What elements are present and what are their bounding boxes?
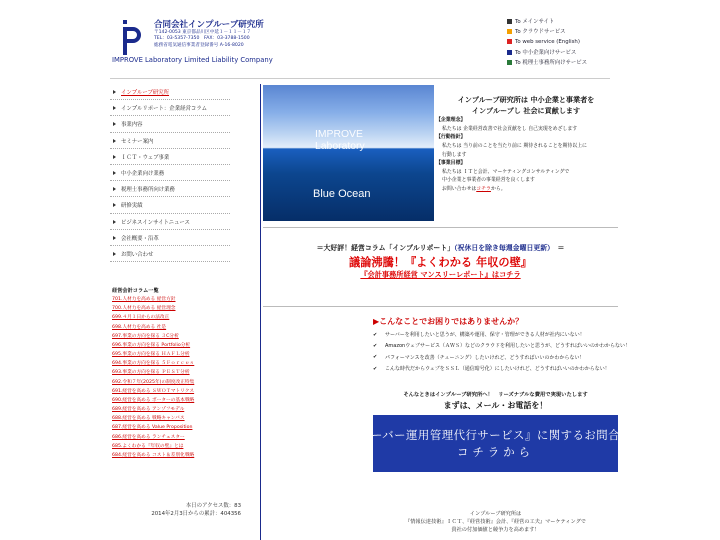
contact-cta-text: まずは、メール・お電話を！ — [443, 401, 548, 410]
check-icon: ✔ — [373, 331, 378, 338]
trouble-text: サーバーを利用したいと思うが、構築や運用、保守・管理ができる人材が社内にいない！ — [385, 332, 585, 339]
topnav-label: To クラウドサービス — [515, 29, 566, 36]
sidebar-item-business[interactable] — [110, 116, 230, 132]
sidebar-item-ict[interactable] — [110, 149, 230, 165]
column-link[interactable]: 695.事業の方向を探る ＨＡＦＬ分析 — [112, 352, 190, 358]
column-link[interactable]: 689.経営を高める アンゾフモデル — [112, 407, 185, 413]
topnav-label: To 税理士事務所向けサービス — [515, 60, 588, 67]
guideline-text: 行動します — [442, 151, 467, 158]
hero-image — [263, 85, 434, 221]
company-info — [154, 30, 251, 49]
intro-headline-line: インプルーブし 社会に貢献します — [471, 105, 581, 115]
topnav-cloud[interactable] — [507, 26, 617, 36]
sidebar-item-label: 事業内容 — [121, 122, 143, 129]
inquiry-text: お問い合わせは — [442, 185, 477, 192]
sidebar-item-label: インプルリポート：企業経営コラム — [121, 106, 207, 113]
trouble-title: ▶こんなことでお困りではありませんか？ — [373, 317, 524, 326]
red-square-icon — [507, 39, 512, 44]
philosophy-text: 私たちは 企業経営改善で社会貢献をし 自己実現をめざします — [442, 125, 578, 132]
column-link[interactable]: 688.経営を高める 戦略キャンバス — [112, 416, 185, 422]
sidebar-item-label: 税理士事務所向け業務 — [121, 187, 175, 194]
inquiry-line — [432, 185, 620, 194]
topnav-label: To メインサイト — [515, 19, 555, 26]
sidebar-item-training[interactable] — [110, 197, 230, 213]
intro-body — [432, 116, 620, 193]
column-link[interactable]: 685.よくわかる『年収の壁』とは — [112, 443, 184, 449]
topnav-label: To 中小企業向けサービス — [515, 50, 577, 57]
topnav-sme[interactable] — [507, 47, 617, 57]
intro-headline-line: インプルーブ研究所は 中小企業と事業者を — [457, 95, 595, 104]
column-link[interactable]: 697.事業の方向を探る ３C分析 — [112, 333, 179, 339]
column-link[interactable]: 693.事業の方向を探る ＰＥＳＴ分析 — [112, 370, 190, 376]
banner-text: ＝ — [557, 244, 565, 252]
triangle-bullet-icon — [113, 155, 116, 159]
inquiry-link[interactable]: コチラ — [476, 185, 491, 192]
cta-line: 『サーバー運用管理代行サービス』に関するお問合せは — [347, 428, 644, 443]
sidebar-item-label: ＩＣＴ・ウェブ事業 — [121, 154, 170, 161]
triangle-bullet-icon — [113, 220, 116, 224]
green-square-icon — [507, 60, 512, 65]
topnav-english[interactable] — [507, 37, 617, 47]
column-link[interactable]: 698.人材力を高める 社是 — [112, 324, 167, 330]
goal-label: 【事業目標】 — [436, 160, 466, 167]
banner-text: ＝大好評！経営コラム「インプルリポート」 — [316, 244, 455, 252]
banner-schedule: （祝休日を除き毎週金曜日更新） — [454, 244, 551, 252]
sidebar-item-home[interactable] — [110, 84, 230, 100]
trouble-text: パフォーマンスを改善（チューニング）したいけれど、どうすればいいのかわからない！ — [385, 354, 585, 361]
section-divider — [263, 227, 618, 228]
check-icon: ✔ — [373, 365, 378, 372]
counter-total: 2014年2月3日からの累計：404356 — [151, 511, 241, 518]
sidebar-item-label: インプルーブ研究所 — [121, 90, 170, 97]
triangle-bullet-icon — [113, 187, 116, 191]
header-divider — [110, 78, 610, 79]
sidebar-item-seminar[interactable] — [110, 133, 230, 149]
intro-headline — [432, 95, 620, 116]
goal-text: 私たちは ＩＴと会計、マーケティングコンサルティングで — [442, 168, 570, 175]
trouble-item — [373, 352, 618, 363]
sidebar-item-label: ビジネスインサイトニュース — [121, 219, 190, 226]
monthly-report-link[interactable]: 『会計事務所経営 マンスリーレポート』はコチラ — [360, 270, 521, 279]
philosophy-label: 【企業理念】 — [436, 117, 466, 124]
topnav-tax[interactable] — [507, 57, 617, 67]
nenshu-kabe-link[interactable]: 議論沸騰！『よくわかる 年収の壁』 — [349, 256, 532, 269]
sidebar-item-column[interactable] — [110, 100, 230, 116]
section-divider — [263, 306, 618, 307]
topnav-main-site[interactable] — [507, 16, 617, 26]
column-link[interactable]: 701.人材力を高める 経営方針 — [112, 297, 176, 302]
sidebar-item-about[interactable] — [110, 230, 230, 246]
footer-line: 貴社の付加価値と競争力を高めます！ — [451, 527, 540, 534]
trouble-item — [373, 340, 631, 351]
triangle-bullet-icon — [113, 203, 116, 207]
registration-line: 総務省電気通信事業者登録番号 A-16-8020 — [154, 42, 244, 48]
sidebar-item-contact[interactable] — [110, 246, 230, 262]
trouble-text: Amazonウェブサービス（ＡＷＳ）などのクラウドを利用したいと思うが、どうすればいいのかわからない！ — [385, 343, 631, 350]
column-banner — [263, 242, 618, 280]
column-link[interactable]: 691.経営を高める ＳＷＯＴマトリクス — [112, 388, 195, 394]
sidebar-item-label: 中小企業向け業務 — [121, 171, 165, 178]
contact-line: そんなときはインプルーブ研究所へ！ リーズナブルな費用で実現いたします — [403, 392, 588, 398]
triangle-bullet-icon — [113, 106, 116, 110]
column-link[interactable]: 696.事業の方向を探る Portfolio分析 — [112, 342, 191, 348]
goal-text: 中小企業と事業者の事業経営を良くします — [442, 177, 535, 184]
check-icon: ✔ — [373, 342, 378, 349]
triangle-bullet-icon — [113, 139, 116, 143]
footer — [373, 510, 618, 535]
guideline-label: 【行動指針】 — [436, 134, 466, 141]
hero-title — [315, 129, 365, 152]
sidebar-item-tax[interactable] — [110, 181, 230, 197]
top-nav — [507, 16, 617, 67]
triangle-bullet-icon — [113, 236, 116, 240]
trouble-section — [373, 316, 631, 374]
triangle-bullet-icon — [113, 252, 116, 256]
address-line: 〒142-0053 東京都品川区中延１－１１－１７ — [154, 30, 252, 35]
trouble-item — [373, 329, 618, 340]
sidebar-item-news[interactable] — [110, 214, 230, 230]
company-name: 合同会社インプルーブ研究所 — [154, 20, 264, 30]
intro-section — [432, 95, 620, 194]
triangle-bullet-icon — [113, 90, 116, 94]
footer-line: インプルーブ研究所は — [469, 511, 522, 517]
contact-callout — [373, 390, 618, 411]
orange-square-icon — [507, 29, 512, 34]
sidebar-item-label: 会社概要・沿革 — [121, 235, 159, 242]
page — [110, 10, 644, 540]
triangle-bullet-icon — [113, 171, 116, 175]
column-link[interactable]: 699.４月１日からの法改正 — [112, 315, 170, 321]
trouble-text: こんな時代だからウェブをＳＳＬ（通信暗号化）にしたいけれど、どうすればいいのかわからない！ — [385, 366, 610, 373]
column-link[interactable]: 684.経営を高める コスト＆差別化戦略 — [112, 452, 195, 458]
counter-today: 本日のアクセス数：83 — [185, 503, 241, 509]
column-link[interactable]: 690.経営を高める ポーターの基本戦略 — [112, 397, 195, 403]
column-list — [112, 287, 230, 460]
footer-line: 『情報伝達技術』ＩＣＴ、『経営技術』会計、『経営の工夫』マーケティングで — [405, 519, 586, 526]
column-banner-heading — [263, 242, 618, 254]
trouble-item — [373, 363, 618, 374]
hero-title-line: Laboratory — [315, 140, 365, 152]
access-counter — [110, 502, 241, 519]
column-link[interactable]: 694.事業の方向を探る ５Ｆｏｒｃｅｓ — [112, 361, 195, 367]
check-icon: ✔ — [373, 354, 378, 361]
column-link[interactable]: 686.経営を高める ランチェスター — [112, 434, 185, 440]
sidebar-item-label: お問い合わせ — [121, 251, 154, 258]
sidebar-item-sme[interactable] — [110, 165, 230, 181]
column-divider — [260, 84, 261, 540]
sidebar-nav — [110, 84, 230, 262]
column-list-title: 経営会計コラム一覧 — [112, 288, 159, 294]
company-name-en: IMPROVE Laboratory Limited Liability Company — [112, 56, 273, 64]
hero-subtitle: Blue Ocean — [313, 188, 371, 200]
triangle-bullet-icon — [113, 122, 116, 126]
server-service-inquiry-button[interactable] — [347, 415, 644, 472]
dark-square-icon — [507, 19, 512, 24]
hero-title-line: IMPROVE — [315, 129, 363, 140]
column-link[interactable]: 687.経営を高める Value Proposition — [112, 425, 193, 431]
guideline-text: 私たちは 当り前のことを当たり前に 期待されることを期待以上に — [442, 142, 587, 149]
cta-line: コチラから — [457, 444, 534, 459]
topnav-label: To web service (English) — [515, 38, 580, 45]
column-link[interactable]: 692.令和７年(2025年)の制度改正特集 — [112, 379, 195, 385]
inquiry-text: から。 — [490, 185, 506, 192]
column-link[interactable]: 700.人材力を高める 経営理念 — [112, 306, 176, 312]
sidebar-item-label: セミナー案内 — [121, 138, 154, 145]
blue-square-icon — [507, 50, 512, 55]
company-logo-icon[interactable] — [119, 18, 141, 58]
phone-line: TEL：03-5357-7350 FAX：03-3788-1500 — [154, 36, 250, 42]
sidebar-item-label: 研修実績 — [121, 203, 143, 210]
